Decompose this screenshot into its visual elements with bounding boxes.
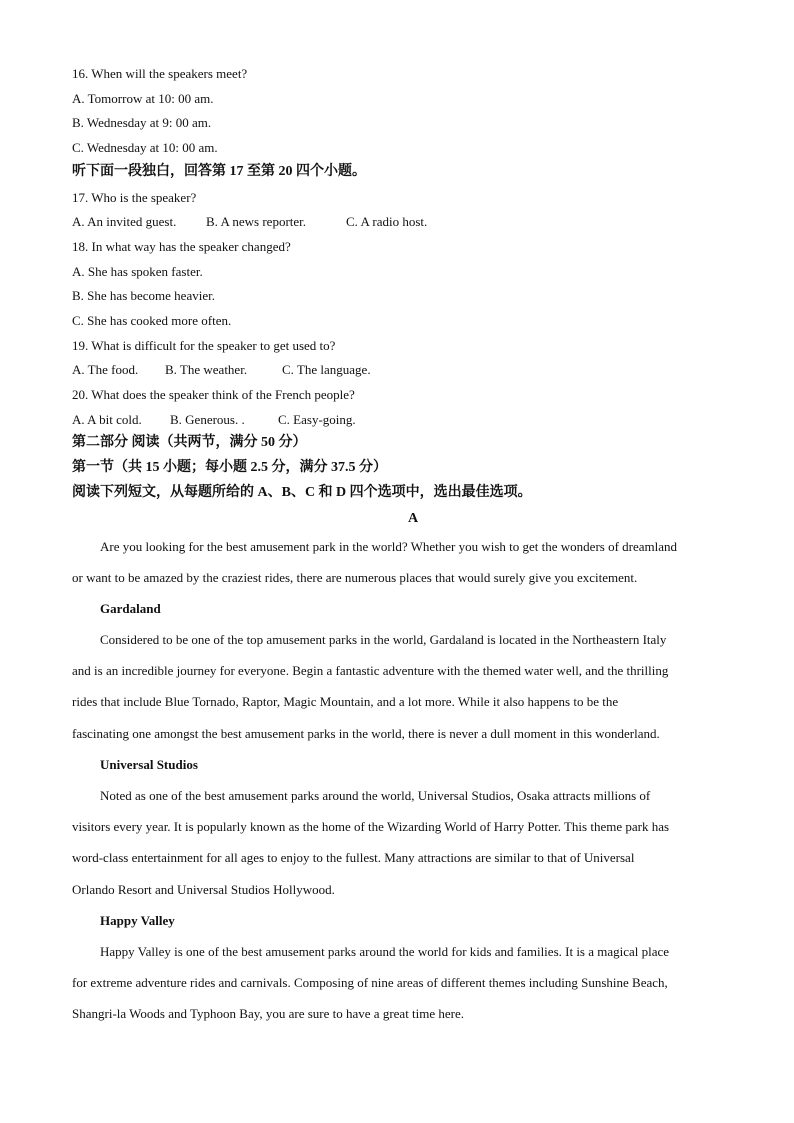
gardaland-paragraph [72,624,722,749]
gardaland-line: and is an incredible journey for everyone. Begin a fantastic adventure with the themed water well, and the thrilling [72,663,669,679]
q20-option-b: B. Generous. . [170,412,245,427]
q17-options [72,214,427,230]
universal-paragraph [72,780,722,905]
q20-options [72,412,356,428]
passage-label: A [407,511,419,526]
q16-stem: 16. When will the speakers meet? [72,66,248,81]
happy-valley-line: Shangri-la Woods and Typhoon Bay, you are sure to have a great time here. [72,1006,465,1022]
section1-instruction: 阅读下列短文，从每题所给的 A、B、C 和 D 四个选项中，选出最佳选项。 [72,485,532,500]
q19-option-c: C. The language. [282,362,371,377]
q19-stem: 19. What is difficult for the speaker to get used to? [72,338,336,353]
universal-line: Orlando Resort and Universal Studios Hollywood. [72,881,335,897]
instruction-17-20: 听下面一段独白，回答第 17 至第 20 四个小题。 [72,164,366,179]
gardaland-heading: Gardaland [100,601,161,616]
q17-option-b: B. A news reporter. [206,214,307,229]
q17-stem: 17. Who is the speaker? [72,190,197,205]
q19-option-b: B. The weather. [165,362,248,377]
intro-line: or want to be amazed by the craziest rides, there are numerous places that would surely give you excitement. [72,570,638,586]
happy-valley-line: Happy Valley is one of the best amusement parks around the world for kids and families. It is a magical place [100,944,670,959]
q20-option-c: C. Easy-going. [278,412,356,427]
q19-options [72,362,371,378]
happy-valley-heading: Happy Valley [100,913,175,928]
q18-option-a: A. She has spoken faster. [72,264,203,279]
universal-line: word-class entertainment for all ages to enjoy to the fullest. Many attractions are similar to that of Universal [72,850,635,866]
q20-option-a: A. A bit cold. [72,412,142,427]
intro-paragraph [72,531,722,593]
q18-option-c: C. She has cooked more often. [72,313,232,328]
q16-option-a: A. Tomorrow at 10: 00 am. [72,91,214,106]
q19-option-a: A. The food. [72,362,139,377]
q16-option-b: B. Wednesday at 9: 00 am. [72,115,212,130]
q20-stem: 20. What does the speaker think of the French people? [72,387,355,402]
gardaland-line: Considered to be one of the top amusement parks in the world, Gardaland is located in the Northeastern Italy [100,632,667,647]
gardaland-line: rides that include Blue Tornado, Raptor, Magic Mountain, and a lot more. While it also happens to be the [72,694,619,710]
q17-option-c: C. A radio host. [346,214,428,229]
happy-valley-line: for extreme adventure rides and carnivals. Composing of nine areas of different themes including Sunshine Beach, [72,975,668,991]
happy-valley-paragraph [72,936,722,1030]
section1-title: 第一节（共 15 小题；每小题 2.5 分，满分 37.5 分） [72,460,387,475]
universal-heading: Universal Studios [100,757,198,772]
gardaland-line: fascinating one amongst the best amusement parks in the world, there is never a dull moment in this wonderland. [72,725,660,741]
part2-title: 第二部分 阅读（共两节，满分 50 分） [72,435,307,450]
q18-option-b: B. She has become heavier. [72,288,215,303]
q18-stem: 18. In what way has the speaker changed? [72,239,291,254]
intro-line: Are you looking for the best amusement park in the world? Whether you wish to get the wonders of dreamland [100,539,678,554]
universal-line: visitors every year. It is popularly known as the home of the Wizarding World of Harry Potter. This theme park has [72,819,670,835]
universal-line: Noted as one of the best amusement parks around the world, Universal Studios, Osaka attracts millions of [100,788,651,803]
q17-option-a: A. An invited guest. [72,214,177,229]
q16-option-c: C. Wednesday at 10: 00 am. [72,140,218,155]
